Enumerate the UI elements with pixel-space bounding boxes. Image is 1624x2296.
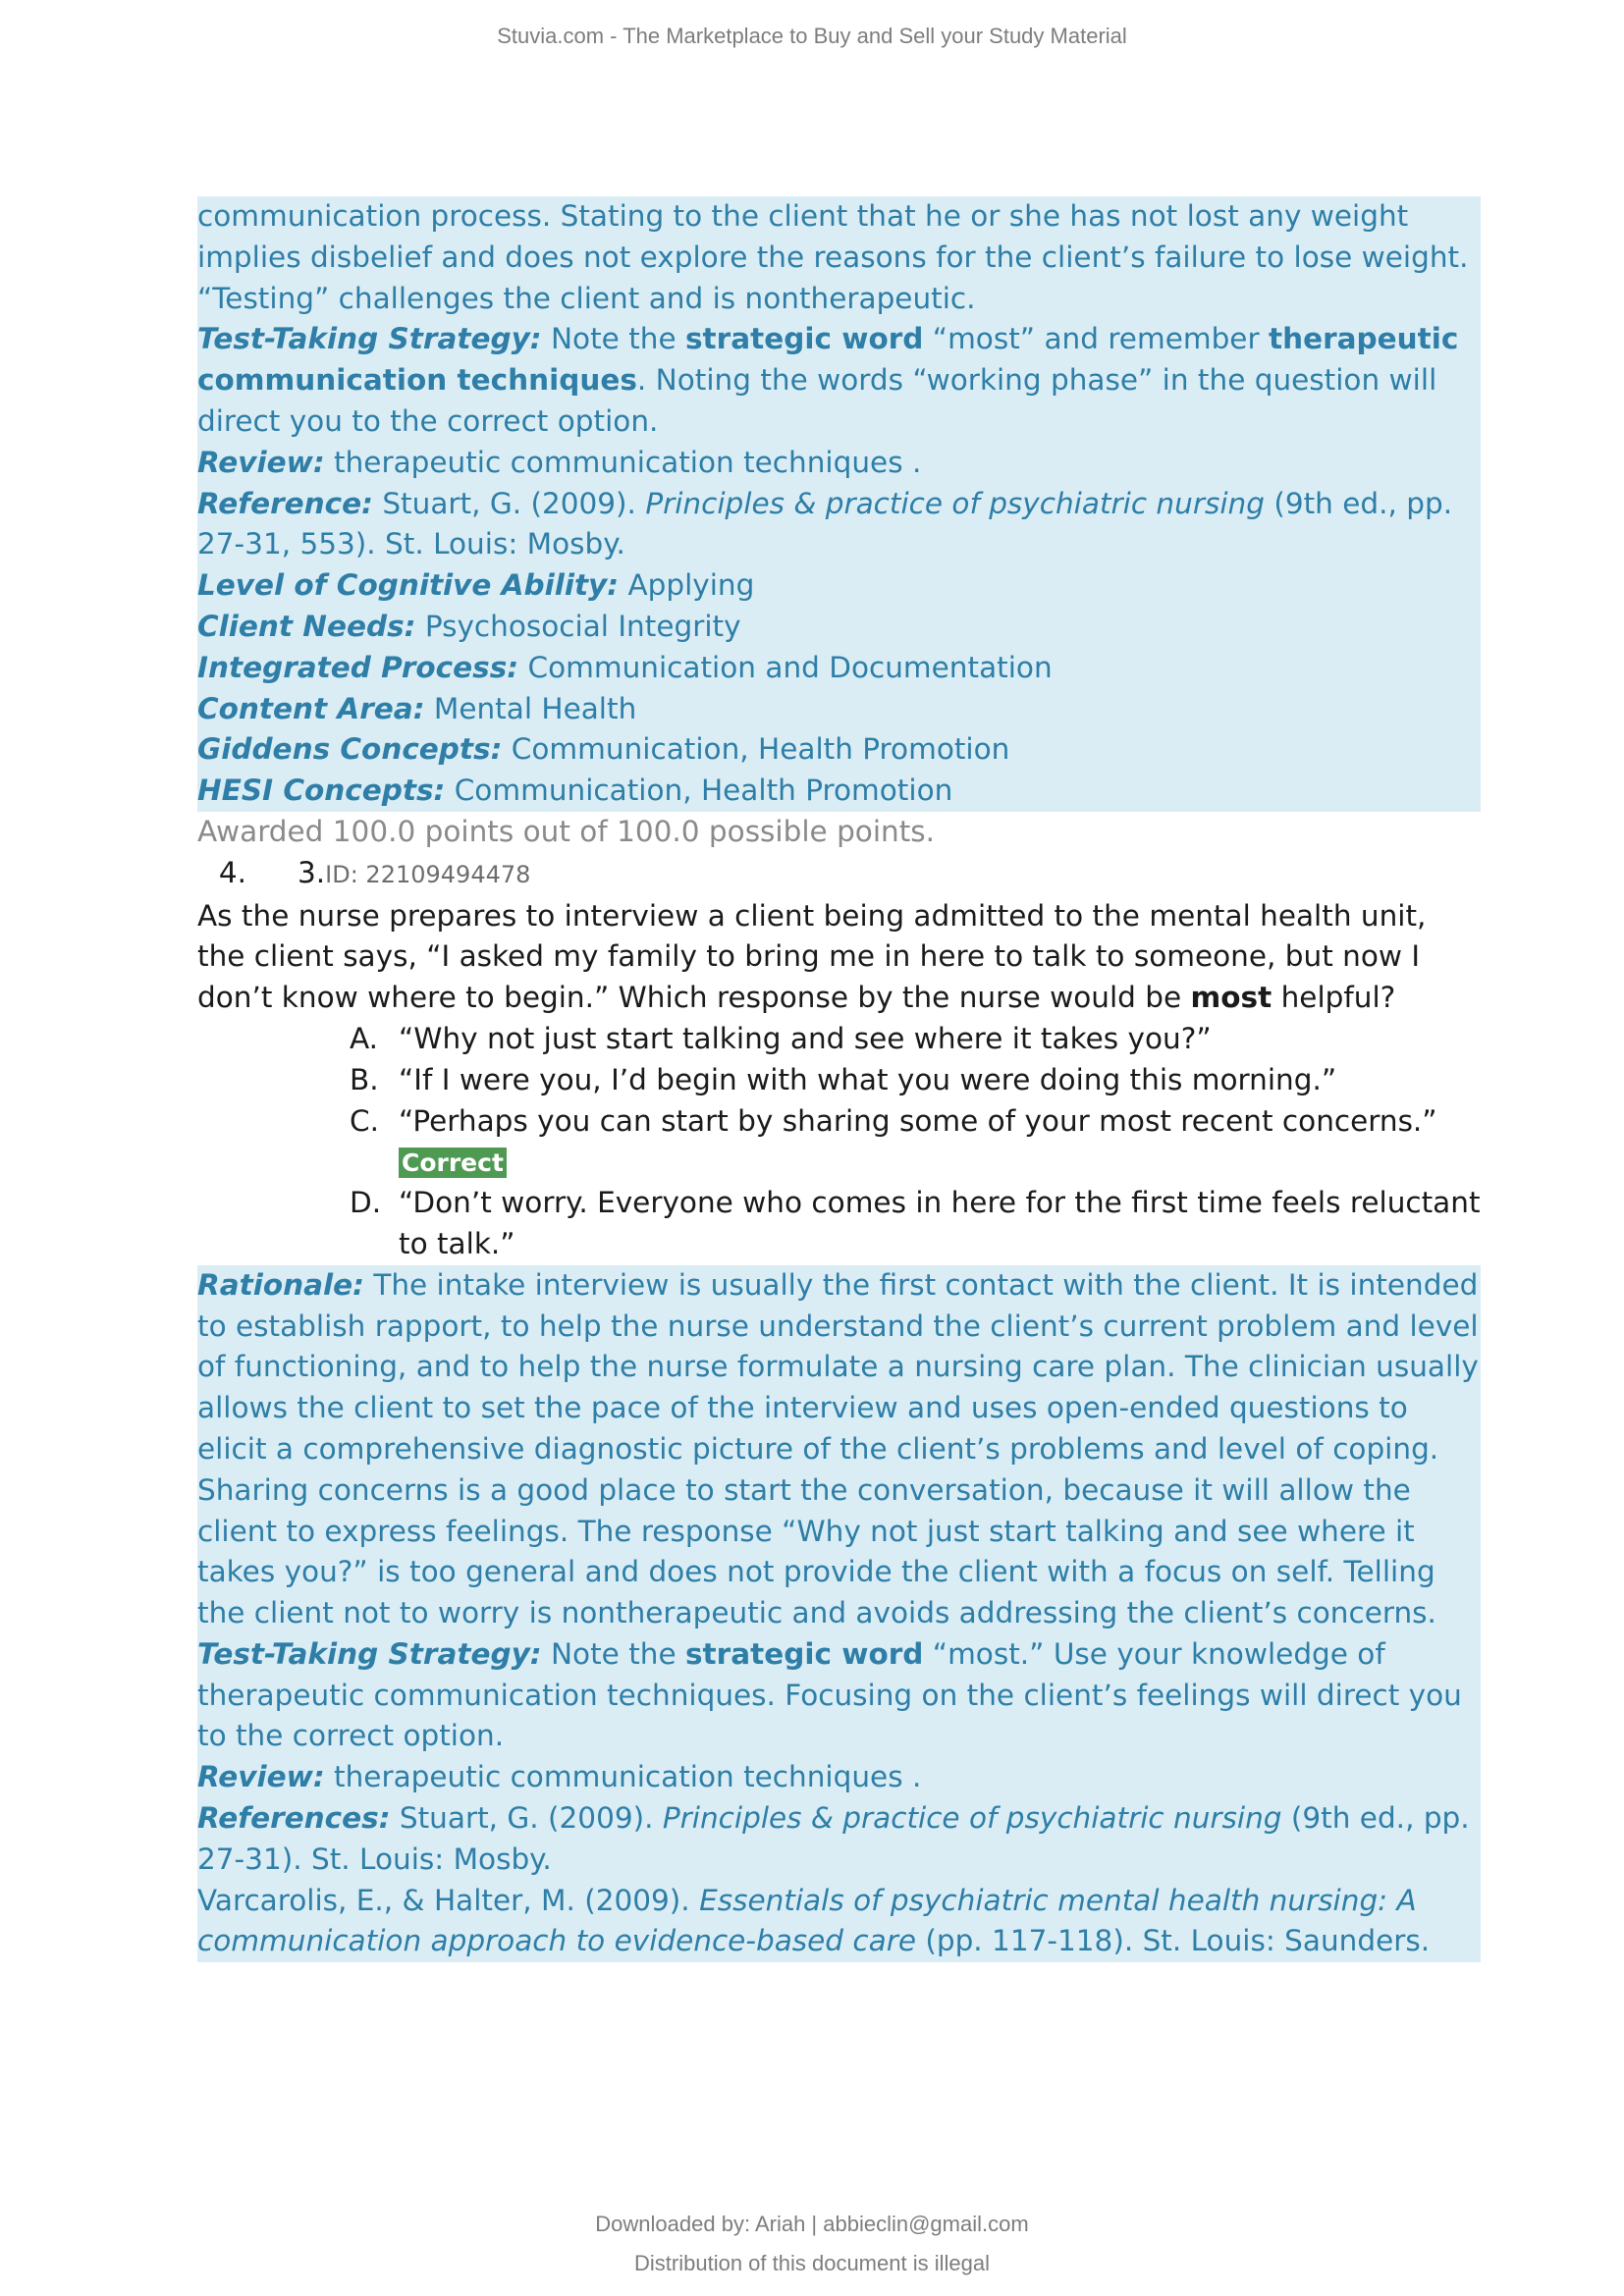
review-text: therapeutic communication techniques . xyxy=(324,445,922,479)
content-area-label: Content Area: xyxy=(197,691,425,725)
answer-option-c xyxy=(350,1101,1481,1184)
giddens-line xyxy=(197,729,1481,771)
strategy-text-2: “most.” Use your knowledge of therapeutic communication techniques. Focusing on the client’s feelings will direct you to the correct option. xyxy=(197,1636,1462,1753)
review-label: Review: xyxy=(197,1760,325,1794)
downloaded-by: Downloaded by: Ariah | abbieclin@gmail.com xyxy=(595,2212,1029,2236)
integrated-process-line xyxy=(197,648,1481,689)
reference-1-text-1: Stuart, G. (2009). xyxy=(390,1801,663,1836)
strategy-line xyxy=(197,1634,1481,1757)
question-id: ID: 22109494478 xyxy=(325,860,531,888)
cognitive-label: Level of Cognitive Ability: xyxy=(197,568,620,603)
strategy-bold-1: strategic word xyxy=(685,322,924,356)
answer-letter: B. xyxy=(350,1062,379,1096)
stem-text-1: As the nurse prepares to interview a client being admitted to the mental health unit, the client says, “I asked my family to bring me in here to talk to someone, but now I don’t know where to begin.” Which response by the nurse would be xyxy=(197,898,1427,1015)
cognitive-line xyxy=(197,565,1481,607)
reference-1-title: Principles & practice of psychiatric nursing xyxy=(662,1801,1282,1836)
giddens-label: Giddens Concepts: xyxy=(197,732,503,767)
answer-text: “Why not just start talking and see where it takes you?” xyxy=(399,1021,1212,1055)
client-needs-line xyxy=(197,607,1481,648)
strategy-label: Test-Taking Strategy: xyxy=(197,1636,542,1671)
reference-text-2: (9th ed., pp. 27-31, 553). St. Louis: Mosby. xyxy=(197,486,1453,561)
reference-2-text-1: Varcarolis, E., & Halter, M. (2009). xyxy=(197,1883,700,1917)
strategy-line xyxy=(197,319,1481,442)
stuvia-watermark: Stuvia.com - The Marketplace to Buy and Sell your Study Material xyxy=(497,24,1127,48)
answer-option-d xyxy=(350,1183,1481,1265)
stem-text-2: helpful? xyxy=(1272,981,1396,1015)
distribution-notice: Distribution of this document is illegal xyxy=(634,2251,990,2275)
answer-option-b xyxy=(350,1060,1481,1101)
rationale-tail: communication process. Stating to the client that he or she has not lost any weight implies disbelief and does not explore the reasons for the client’s failure to lose weight. “Testing” challenges the client and is nontherapeutic. xyxy=(197,199,1469,315)
rationale-line xyxy=(197,1265,1481,1634)
answer-option-a xyxy=(350,1019,1481,1060)
client-needs-text: Psychosocial Integrity xyxy=(415,609,741,643)
awarded-points: Awarded 100.0 points out of 100.0 possible points. xyxy=(197,814,936,848)
content-area-line xyxy=(197,689,1481,730)
strategy-text-1: Note the xyxy=(541,322,685,356)
question-header xyxy=(197,853,1481,896)
reference-2-line xyxy=(197,1881,1481,1963)
content-area-text: Mental Health xyxy=(424,691,637,725)
document-content xyxy=(197,196,1481,1962)
answer-options xyxy=(197,1019,1481,1265)
correct-badge: Correct xyxy=(399,1148,507,1178)
strategy-text-1: Note the xyxy=(541,1636,685,1671)
review-text: therapeutic communication techniques . xyxy=(324,1760,922,1794)
previous-rationale-block xyxy=(197,196,1481,812)
reference-title: Principles & practice of psychiatric nursing xyxy=(645,486,1265,520)
answer-letter: A. xyxy=(350,1021,379,1055)
answer-letter: C. xyxy=(350,1103,379,1138)
stem-bold: most xyxy=(1190,981,1272,1015)
strategy-bold-2: therapeutic communication techniques xyxy=(197,322,1459,398)
strategy-text-3: . Noting the words “working phase” in the question will direct you to the correct option. xyxy=(197,363,1437,438)
reference-text-1: Stuart, G. (2009). xyxy=(372,486,646,520)
review-line xyxy=(197,443,1481,484)
list-number: 4. xyxy=(218,855,246,889)
references-label: References: xyxy=(197,1801,391,1836)
strategy-label: Test-Taking Strategy: xyxy=(197,322,542,356)
review-label: Review: xyxy=(197,445,325,479)
integrated-process-label: Integrated Process: xyxy=(197,650,519,684)
hesi-line xyxy=(197,771,1481,812)
giddens-text: Communication, Health Promotion xyxy=(502,732,1010,767)
integrated-process-text: Communication and Documentation xyxy=(518,650,1053,684)
answer-text: “Perhaps you can start by sharing some of your most recent concerns.” xyxy=(399,1103,1437,1138)
answer-letter: D. xyxy=(350,1186,382,1220)
question-number: 3. xyxy=(298,855,326,889)
client-needs-label: Client Needs: xyxy=(197,609,416,643)
reference-label: Reference: xyxy=(197,486,373,520)
reference-2-text-2: (pp. 117-118). St. Louis: Saunders. xyxy=(915,1924,1431,1958)
references-line xyxy=(197,1798,1481,1881)
strategy-bold: strategic word xyxy=(685,1636,924,1671)
answer-text: “Don’t worry. Everyone who comes in here for the first time feels reluctant to talk.” xyxy=(399,1186,1481,1260)
strategy-text-2: “most” and remember xyxy=(923,322,1269,356)
question-stem xyxy=(197,896,1481,1019)
rationale-text: The intake interview is usually the first contact with the client. It is intended to establish rapport, to help the nurse understand the client’s current problem and level of functioning, and to help the nurse formulate a nursing care plan. The clinician usually allows the client to set the pace of the interview and uses open-ended questions to elicit a comprehensive diagnostic picture of the client’s problems and level of coping. Sharing concerns is a good place to start the conversation, because it will allow the client to express feelings. The response “Why not just start talking and see where it takes you?” is too general and does not provide the client with a focus on self. Telling the client not to worry is nontherapeutic and avoids addressing the client’s concerns. xyxy=(197,1267,1479,1630)
hesi-label: HESI Concepts: xyxy=(197,774,446,808)
reference-line xyxy=(197,484,1481,566)
answer-text: “If I were you, I’d begin with what you were doing this morning.” xyxy=(399,1062,1337,1096)
answer-text-with-badge xyxy=(399,1101,1481,1184)
hesi-text: Communication, Health Promotion xyxy=(445,774,953,808)
rationale-block xyxy=(197,1265,1481,1963)
rationale-label: Rationale: xyxy=(197,1267,364,1302)
review-line xyxy=(197,1757,1481,1798)
cognitive-text: Applying xyxy=(619,568,755,603)
reference-1-text-2: (9th ed., pp. 27-31). St. Louis: Mosby. xyxy=(197,1801,1470,1876)
reference-2-title: Essentials of psychiatric mental health nursing: A communication approach to evidence-based care xyxy=(197,1883,1417,1958)
